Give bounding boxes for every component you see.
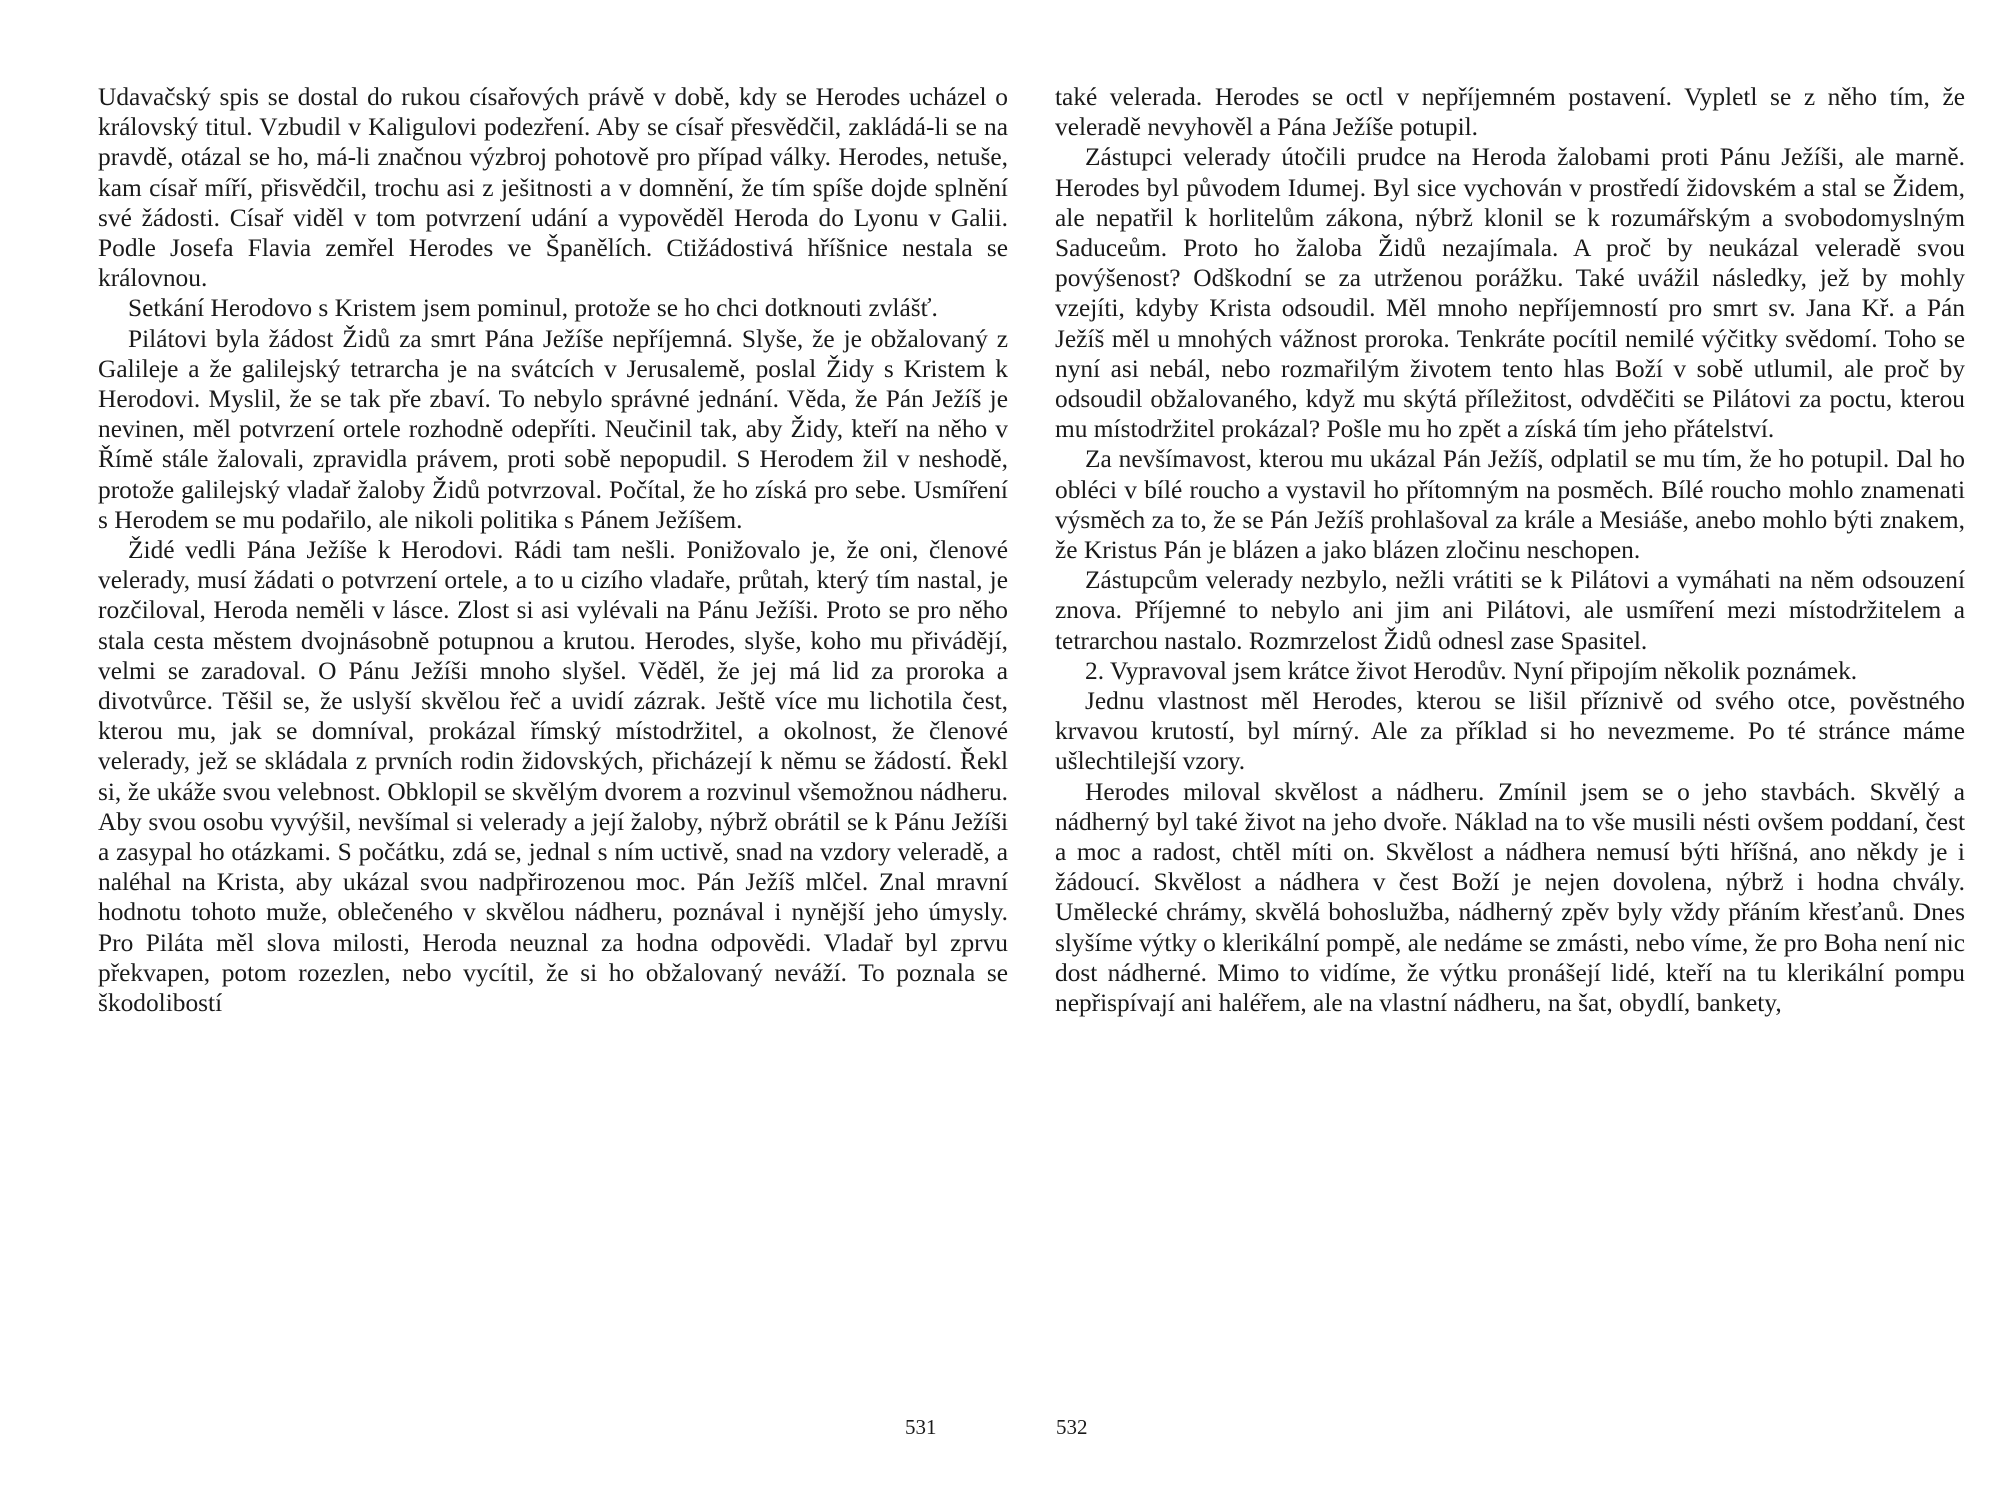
right-page-number: 532: [1056, 1415, 1088, 1439]
right-paragraph-2: Zástupci velerady útočili prudce na Heroda žalobami proti Pánu Ježíši, ale marně. Herodes byl původem Idumej. Byl sice vychován v prostředí židovském a stal se Židem, ale nepatřil k horlitelům zákona, nýbrž klonil se k rozumářským a svobodomyslným Saduceům. Proto ho žaloba Židů nezajímala. A proč by neukázal veleradě svou povýšenost? Odškodní se za utrženou porážku. Také uvážil následky, jež by mohly vzejíti, kdyby Krista odsoudil. Měl mnoho nepříjemností pro smrt sv. Jana Kř. a Pán Ježíš měl u mnohých vážnost proroka. Tenkráte pocítil nemilé výčitky svědomí. Toho se nyní asi nebál, nebo rozmařilým životem tento hlas Boží v sobě utlumil, ale proč by odsoudil obžalovaného, když mu skýtá příležitost, odvděčiti se Pilátovi za poctu, kterou mu místodržitel prokázal? Pošle mu ho zpět a získá tím jeho přátelství.: [1055, 143, 1965, 444]
right-page: [1055, 82, 1965, 1018]
right-paragraph-1: také velerada. Herodes se octl v nepříjemném postavení. Vypletl se z něho tím, že veleradě nevyhověl a Pána Ježíše potupil.: [1055, 83, 1965, 142]
left-paragraph-3: Pilátovi byla žádost Židů za smrt Pána Ježíše nepříjemná. Slyše, že je obžalovaný z Galileje a že galilejský tetrarcha je na svátcích v Jerusalemě, poslal Židy s Kristem k Herodovi. Myslil, že se tak pře zbaví. To nebylo správné jednání. Věda, že Pán Ježíš je nevinen, měl potvrzení ortele rozhodně odepříti. Neučinil tak, aby Židy, kteří na něho v Římě stále žalovali, zpravidla právem, proti sobě nepopudil. S Herodem žil v neshodě, protože galilejský vladař žaloby Židů potvrzoval. Počítal, že ho získá pro sebe. Usmíření s Herodem se mu podařilo, ale nikoli politika s Pánem Ježíšem.: [98, 324, 1008, 534]
left-paragraph-4: Židé vedli Pána Ježíše k Herodovi. Rádi tam nešli. Ponižovalo je, že oni, členové velerady, musí žádati o potvrzení ortele, a to u cizího vladaře, průtah, který tím nastal, je rozčiloval, Heroda neměli v lásce. Zlost si asi vylévali na Pánu Ježíši. Proto se pro něho stala cesta městem dvojnásobně potupnou a krutou. Herodes, slyše, koho mu přivádějí, velmi se zaradoval. O Pánu Ježíši mnoho slyšel. Věděl, že jej má lid za proroka a divotvůrce. Těšil se, že uslyší skvělou řeč a uvidí zázrak. Ještě více mu lichotila čest, kterou mu, jak se domníval, prokázal římský místodržitel, a okolnost, že členové velerady, jež se skládala z prvních rodin židovských, přicházejí k němu se žádostí. Řekl si, že ukáže svou velebnost. Obklopil se skvělým dvorem a rozvinul všemožnou nádheru. Aby svou osobu vyvýšil, nevšímal si velerady a její žaloby, nýbrž obrátil se k Pánu Ježíši a zasypal ho otázkami. S počátku, zdá se, jednal s ním uctivě, snad na vzdory veleradě, a naléhal na Krista, aby ukázal svou nadpřirozenou moc. Pán Ježíš mlčel. Znal mravní hodnotu tohoto muže, oblečeného v skvělou nádheru, poznával i nynější jeho úmysly. Pro Piláta měl slova milosti, Heroda neuznal za hodna odpovědi. Vladař byl zprvu překvapen, potom rozezlen, nebo vycítil, že si ho obžalovaný neváží. To poznala se škodolibostí: [98, 536, 1008, 1018]
left-page: [98, 82, 1008, 1018]
right-paragraph-7: Herodes miloval skvělost a nádheru. Zmínil jsem se o jeho stavbách. Skvělý a nádherný byl také život na jeho dvoře. Náklad na to vše musili nésti ovšem poddaní, čest a moc a radost, chtěl míti on. Skvělost a nádhera nemusí býti hříšná, ano někdy je i žádoucí. Skvělost a nádhera v čest Boží je nejen dovolena, nýbrž i hodna chvály. Umělecké chrámy, skvělá bohoslužba, nádherný zpěv byly vždy přáním křesťanů. Dnes slyšíme výtky o klerikální pompě, ale nedáme se zmásti, nebo víme, že pro Boha není nic dost nádherné. Mimo to vidíme, že výtku pronášejí lidé, kteří na tu klerikální pompu nepřispívají ani haléřem, ale na vlastní nádheru, na šat, obydlí, bankety,: [1055, 777, 1965, 1018]
left-paragraph-2: Setkání Herodovo s Kristem jsem pominul, protože se ho chci dotknouti zvlášť.: [128, 294, 938, 323]
right-paragraph-4: Zástupcům velerady nezbylo, nežli vrátiti se k Pilátovi a vymáhati na něm odsouzení znova. Příjemné to nebylo ani jim ani Pilátovi, ale usmíření mezi místodržitelem a tetrarchou nastalo. Rozmrzelost Židů odnesl zase Spasitel.: [1055, 566, 1965, 655]
right-paragraph-6: Jednu vlastnost měl Herodes, kterou se lišil příznivě od svého otce, pověstného krvavou krutostí, byl mírný. Ale za příklad si ho nevezmeme. Po té stránce máme ušlechtilejší vzory.: [1055, 687, 1965, 776]
left-paragraph-1: Udavačský spis se dostal do rukou císařových právě v době, kdy se Herodes ucházel o královský titul. Vzbudil v Kaligulovi podezření. Aby se císař přesvědčil, zakládá-li se na pravdě, otázal se ho, má-li značnou výzbroj pohotově pro případ války. Herodes, netuše, kam císař míří, přisvědčil, trochu asi z ješitnosti a v domnění, že tím spíše dojde splnění své žádosti. Císař viděl v tom potvrzení udání a vypověděl Heroda do Lyonu v Galii. Podle Josefa Flavia zemřel Herodes ve Španělích. Ctižádostivá hříšnice nestala se královnou.: [98, 83, 1008, 293]
right-paragraph-3: Za nevšímavost, kterou mu ukázal Pán Ježíš, odplatil se mu tím, že ho potupil. Dal ho obléci v bílé roucho a vystavil ho přítomným na posměch. Bílé roucho mohlo znamenati výsměch za to, že se Pán Ježíš prohlašoval za krále a Mesiáše, anebo mohlo býti znakem, že Kristus Pán je blázen a jako blázen zločinu neschopen.: [1055, 445, 1965, 565]
left-page-number: 531: [905, 1415, 937, 1439]
right-paragraph-5: 2. Vypravoval jsem krátce život Herodův. Nyní připojím několik poznámek.: [1085, 656, 1858, 685]
